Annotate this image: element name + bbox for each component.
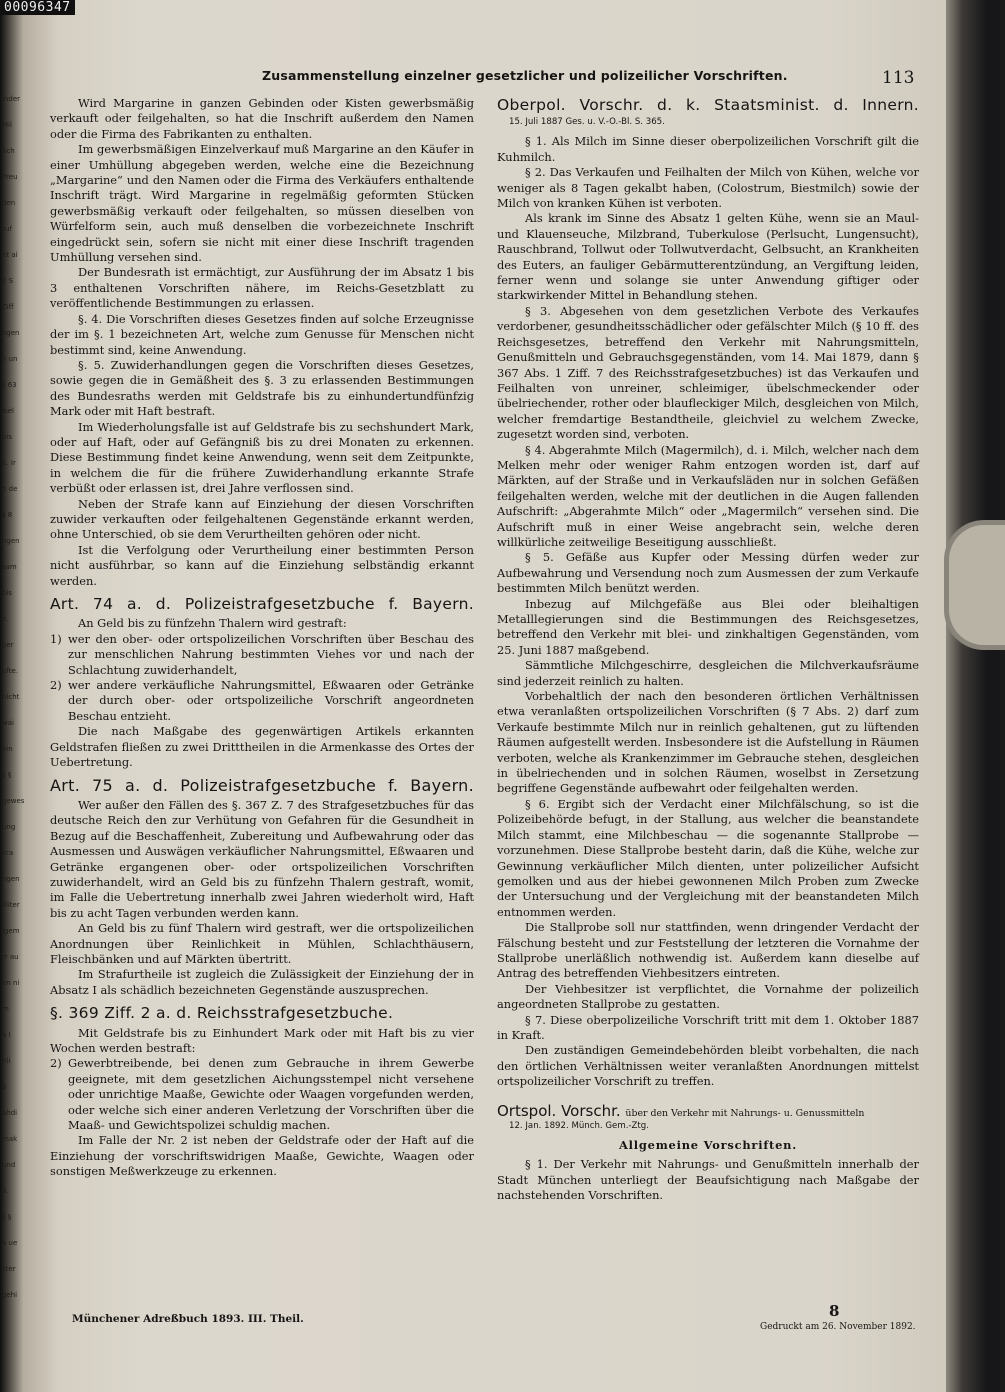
list-text: wer andere verkäufliche Nahrungsmittel, Eßwaaren oder Getränke der durch ober- oder ortspolizeiliche Vorschrift angeordneten Beschau entzieht.	[68, 678, 474, 723]
paragraph: Ist die Verfolgung oder Verurtheilung einer bestimmten Person nicht ausführbar, so kann auf die Einziehung selbständig erkannt werden.	[50, 542, 474, 588]
gutter-fragment: § §	[2, 1213, 12, 1221]
paragraph: Mit Geldstrafe bis zu Einhundert Mark oder mit Haft bis zu vier Wochen werden bestraft:	[50, 1025, 474, 1055]
paragraph: An Geld bis zu fünf Thalern wird gestraft, wer die ortspolizeilichen Anordnungen über Reinlichkeit in Mühlen, Schlachthäusern, Fleischbänken und auf Märkten übertritt.	[50, 921, 474, 966]
paragraph: Im Strafurtheile ist zugleich die Zulässigkeit der Einziehung der in Absatz I als schädlich bezeichneten Gegenstände auszusprechen.	[50, 967, 474, 997]
paragraph: Sämmtliche Milchgeschirre, desgleichen die Milchverkaufsräume sind jederzeit reinlich zu halten.	[497, 658, 919, 688]
section-heading-369: §. 369 Ziff. 2 a. d. Reichsstrafgesetzbuche.	[50, 1004, 394, 1023]
running-head: Zusammenstellung einzelner gesetzlicher und polizeilicher Vorschriften.	[262, 68, 788, 83]
list-number: 2)	[50, 678, 62, 693]
gutter-fragment: 1. Ir	[2, 459, 16, 467]
gutter-fragment: 5.	[2, 1187, 9, 1195]
gutter-fragment: 2 S	[2, 277, 14, 285]
paragraph: Der Viehbesitzer ist verpflichtet, die Vornahme der polizeilich angeordneten Stallprobe zu gestatten.	[497, 981, 919, 1012]
gutter-fragment: § §	[2, 771, 12, 779]
paragraph: § 1. Der Verkehr mit Nahrungs- und Genußmitteln innerhalb der Stadt München unterliegt der Beaufsichtigung nach Maßgabe der nachstehenden Vorschriften.	[497, 1157, 919, 1203]
paragraph: § 6. Ergibt sich der Verdacht einer Milchfälschung, so ist die Polizeibehörde befugt, in der Stallung, aus welcher die beanstandete Milch stammt, eine Milchbeschau — die sogenannte Stallprobe — vorzunehmen. Diese Stallprobe besteht darin, daß die Kühe, welche zur Gewinnung verkäuflicher Milch dienten, unter polizeilicher Aufsicht gemolken und aus der hiebei gewonnenen Milch Proben zum Zwecke der Untersuchung und der Vergleichung mit der beanstandeten Milch entnommen werden.	[497, 796, 919, 919]
paragraph: Im Wiederholungsfalle ist auf Geldstrafe bis zu sechshundert Mark, oder auf Haft, oder auf Gefängniß bis zu drei Monaten zu erkennen. Diese Bestimmung findet keine Anwendung, wenn seit dem Zeitpunkte, in welchem die für die frühere Zuwiderhandlung erkannte Strafe verbüßt oder erlassen ist, drei Jahre verflossen sind.	[50, 419, 474, 496]
gutter-fragment: wai	[2, 719, 14, 727]
paragraph: Wer außer den Fällen des §. 367 Z. 7 des Strafgesetzbuches für das deutsche Reich den zur Verhütung von Gefahren für die Gesundheit in Bezug auf die Beschaffenheit, Zubereitung und Aufbewahrung oder das Ausmessen und Auswägen verkäuflicher Nahrungsmittel, Eßwaaren und Getränke ergangenen ober- oder ortspolizeilichen Vorschriften zuwiderhandelt, wird an Geld bis zu fünfzehn Thalern gestraft, womit, im Falle die Uebertretung innerhalb zwei Jahren wiederholt wird, Haft bis zu acht Tagen verbunden werden kann.	[50, 797, 474, 920]
gutter-fragment: m	[2, 1005, 9, 1013]
gutter-fragment: ung	[2, 823, 16, 831]
gutter-fragment: illiter	[2, 901, 20, 909]
gutter-fragment: hli	[2, 1057, 11, 1065]
subheading: Allgemeine Vorschriften.	[618, 1138, 798, 1152]
gutter-fragment: und	[2, 1161, 16, 1169]
archive-stamp: 00096347	[0, 0, 75, 15]
gutter-fragment: a I	[2, 1031, 11, 1039]
section-heading-ortspol	[497, 1101, 919, 1121]
heading-subtitle: über den Verkehr mit Nahrungs- u. Genussmitteln	[625, 1107, 865, 1119]
paragraph: Der Bundesrath ist ermächtigt, zur Ausführung der im Absatz 1 bis 3 enthaltenen Vorschriften nähere, im Reichs-Gesetzblatt zu veröffentlichende Bestimmungen zu erlassen.	[50, 265, 474, 311]
footer-right: Gedruckt am 26. November 1892.	[760, 1322, 916, 1332]
gutter-fragment: inder	[2, 95, 21, 103]
gutter-fragment: ein	[2, 745, 13, 753]
gutter-fragment: ster	[2, 1265, 16, 1273]
paragraph: Als krank im Sinne des Absatz 1 gelten Kühe, wenn sie an Maul- und Klauenseuche, Milzbrand, Tuberkulose (Perlsucht, Lungensucht), Rauschbrand, Tollwut oder Tollwutverdacht, Gelbsucht, an Krankheiten des Euters, an fauliger Gebärmutterentzündung, an Vergiftung leiden, ferner wenn und solange sie unter Anwendung giftiger oder starkwirkender Mittel in Behandlung stehen.	[497, 211, 919, 303]
paragraph: § 5. Gefäße aus Kupfer oder Messing dürfen weder zur Aufbewahrung und Versendung noch zum Ausmessen der zum Verkaufe bestimmten Milch benützt werden.	[497, 550, 919, 596]
paragraph: Die nach Maßgabe des gegenwärtigen Artikels erkannten Geldstrafen fließen zu zwei Dritttheilen in die Armenkasse des Ortes der Uebertretung.	[50, 724, 474, 770]
gutter-fragment: bis	[2, 433, 13, 441]
list-item	[50, 678, 474, 724]
gutter-fragment: n de	[2, 485, 18, 493]
gutter-fragment: den	[2, 199, 16, 207]
list-number: 2)	[50, 1056, 62, 1071]
gutter-fragment: p	[2, 1083, 7, 1091]
page-clip	[944, 520, 1005, 650]
list-item	[50, 1056, 474, 1133]
paragraph: § 4. Abgerahmte Milch (Magermilch), d. i. Milch, welcher nach dem Melken mehr oder weniger Rahm entzogen worden ist, darf auf Märkten, auf der Straße und in Verkaufsläden nur in solchen Gefäßen feilgehalten werden, welche mit der deutlichen in die Augen fallenden Aufschrift: „Abgerahmte Milch“ oder „Magermilch“ versehen sind. Die Aufschrift muß in einer Weise angebracht sein, welche deren willkürliche zeitweilige Beseitigung ausschließt.	[497, 442, 919, 549]
gutter-fragment: a ue	[2, 1239, 18, 1247]
gutter-fragment: Mil	[2, 121, 12, 129]
gutter-fragment: ahdi	[2, 1109, 18, 1117]
list-item	[50, 632, 474, 678]
paragraph: Inbezug auf Milchgefäße aus Blei oder bleihaltigen Metalllegierungen sind die Bestimmungen des Reichsgesetzes, betreffend den Verkehr mit blei- und zinkhaltigen Gegenständen, vom 25. Juni 1887 maßgebend.	[497, 596, 919, 657]
gutter-fragment: gehi	[2, 1291, 18, 1299]
paragraph: § 3. Abgesehen von dem gesetzlichen Verbote des Verkaufes verdorbener, gesundheitsschädlicher oder gefälschter Milch (§ 10 ff. des Reichsgesetzes, betreffend den Verkehr mit Nahrungsmitteln, Genußmitteln und Gebrauchsgegenständen, vom 14. Mai 1879, dann § 367 Abs. 1 Ziff. 7 des Reichsstrafgesetzbuches) ist das Verkaufen und Feilhalten von unreiner, schleimiger, übelschmeckender oder übelriechender, rother oder blaufleckiger Milch, desgleichen von Milch, welcher fremdartige Bestandtheile, gleichviel zu welchem Zwecke, zugesetzt worden sind, verboten.	[497, 303, 919, 442]
gutter-fragment: igem	[2, 927, 20, 935]
gutter-fragment: sam	[2, 563, 17, 571]
paragraph: Die Stallprobe soll nur stattfinden, wenn dringender Verdacht der Fälschung besteht und zur Feststellung der letzteren die Vornahme der Stallprobe unerläßlich nothwendig ist. Außerdem kann dieselbe auf Antrag des betreffenden Viehbesitzers eintreten.	[497, 920, 919, 981]
gutter-fragment: Preu	[2, 173, 18, 181]
paragraph: §. 5. Zuwiderhandlungen gegen die Vorschriften dieses Gesetzes, sowie gegen die in Gemäßheit des §. 3 zu erlassenden Bestimmungen des Bundesraths werden mit Geldstrafe bis zu einhundertundfünfzig Mark oder mit Haft bestraft.	[50, 357, 474, 419]
list-text: Gewerbtreibende, bei denen zum Gebrauche in ihrem Gewerbe geeignete, mit dem gesetzlichen Aichungsstempel nicht versehene oder unrichtige Maaße, Gewichte oder Waagen vorgefunden werden, oder welche sich einer anderen Verletzung der Vorschriften über die Maaß- und Gewichtspolizei schuldig machen.	[68, 1056, 474, 1132]
right-column	[497, 96, 919, 1346]
gutter-fragment: en ni	[2, 979, 20, 987]
gutter-fragment: kra	[2, 849, 14, 857]
signature-mark: 8	[829, 1302, 840, 1320]
gutter-fragment: bis	[2, 589, 13, 597]
gutter-fragment: mak	[2, 1135, 18, 1143]
gutter-fragment: ber	[2, 641, 14, 649]
section-heading-oberpol: Oberpol. Vorschr. d. k. Staatsminist. d. Innern.	[497, 96, 919, 114]
gutter-fragment: ufte.	[2, 667, 19, 675]
paragraph: § 2. Das Verkaufen und Feilhalten der Milch von Kühen, welche vor weniger als 8 Tagen gekalbt haben, (Colostrum, Biestmilch) sowie der Milch von kranken Kühen ist verboten.	[497, 165, 919, 211]
paragraph: § 1. Als Milch im Sinne dieser oberpolizeilichen Vorschrift gilt die Kuhmilch.	[497, 134, 919, 164]
source-citation: 15. Juli 1887 Ges. u. V.-O.-Bl. S. 365.	[509, 117, 665, 128]
paragraph: Neben der Strafe kann auf Einziehung der diesen Vorschriften zuwider verkauften oder feilgehaltenen Gegenstände erkannt werden, ohne Unterschied, ob sie dem Verurtheilten gehören oder nicht.	[50, 496, 474, 542]
source-citation: 12. Jan. 1892. Münch. Gem.-Ztg.	[509, 1121, 649, 1131]
list-number: 1)	[50, 631, 62, 646]
paragraph: Vorbehaltlich der nach den besonderen örtlichen Verhältnissen etwa veranlaßten ortspolizeilichen Vorschriften (§ 7 Abs. 2) darf zum Verkaufe bestimmte Milch nur in reinlich gehaltenen, gut zu lüftenden Räumen aufgestellt werden. Insbesondere ist die Aufstellung in Räumen verboten, welche als Krankenzimmer im Gebrauche stehen, desgleichen in übelriechenden und in solchen Räumen, woselbst in Zersetzung begriffene Gegenstände aufbewahrt oder feilgehalten werden.	[497, 689, 919, 796]
gutter-fragment: rr au	[2, 953, 19, 961]
list-text: wer den ober- oder ortspolizeilichen Vorschriften über Beschau des zur menschlichen Nahrung bestimmten Viehes vor und nach der Schlachtung zuwiderhandelt,	[68, 631, 474, 677]
adjacent-page-strip	[0, 0, 24, 1392]
gutter-fragment: n un	[2, 355, 18, 363]
paragraph: §. 4. Die Vorschriften dieses Gesetzes finden auf solche Erzeugnisse der im §. 1 bezeichneten Art, welche zum Genusse für Menschen nicht bestimmt sind, keine Anwendung.	[50, 311, 474, 357]
paragraph: Den zuständigen Gemeindebehörden bleibt vorbehalten, die nach den örtlichen Verhältnissen weiter veranlaßten Anordnungen mittelst ortspolizeilicher Vorschrift zu treffen.	[497, 1043, 919, 1089]
gutter-fragment: ngen	[2, 875, 20, 883]
gutter-fragment: ikel	[2, 407, 15, 415]
paragraph: Im gewerbsmäßigen Einzelverkauf muß Margarine an den Käufer in einer Umhüllung abgegeben werden, welche eine die Bezeichnung „Margarine“ und den Namen oder die Firma des Verkäufers enthaltende Inschrift trägt. Wird Margarine in regelmäßig geformten Stücken gewerbsmäßig verkauft oder feilgehalten, so müssen dieselben von Würfelform sein, auch muß denselben die vorbezeichnete Inschrift eingedrückt sein, sofern sie nicht mit einer diese Inschrift tragenden Umhüllung versehen sind.	[50, 142, 474, 265]
book-edge	[946, 0, 1000, 1392]
gutter-fragment: § 63	[2, 381, 17, 389]
gutter-fragment: ruf	[2, 225, 12, 233]
gutter-fragment: Sch	[2, 147, 15, 155]
section-heading-art75: Art. 75 a. d. Polizeistrafgesetzbuche f. Bayern.	[50, 776, 474, 796]
section-heading-art74: Art. 74 a. d. Polizeistrafgesetzbuche f. Bayern.	[50, 595, 474, 613]
left-column	[50, 96, 474, 1336]
gutter-fragment: ogen	[2, 329, 20, 337]
heading-main: Ortspol. Vorschr.	[497, 1101, 621, 1120]
gutter-fragment: ngen	[2, 537, 20, 545]
gutter-fragment: nicht	[2, 693, 20, 701]
gutter-fragment: § 8	[2, 511, 13, 519]
page-number: 113	[882, 68, 915, 88]
gutter-fragment: n.	[2, 615, 9, 623]
gutter-fragment: ht ai	[2, 251, 18, 259]
footer-left: Münchener Adreßbuch 1893. III. Theil.	[72, 1313, 304, 1325]
paragraph: Im Falle der Nr. 2 ist neben der Geldstrafe oder der Haft auf die Einziehung der vorschriftswidrigen Maaße, Gewichte, Waagen oder sonstigen Meßwerkzeuge zu erkennen.	[50, 1133, 474, 1179]
paragraph: An Geld bis zu fünfzehn Thalern wird gestraft:	[78, 616, 347, 631]
gutter-fragment: Ziff	[2, 303, 14, 311]
paragraph: Wird Margarine in ganzen Gebinden oder Kisten gewerbsmäßig verkauft oder feilgehalten, so hat die Inschrift außerdem den Namen oder die Firma des Fabrikanten zu enthalten.	[50, 96, 474, 141]
paragraph: § 7. Diese oberpolizeiliche Vorschrift tritt mit dem 1. Oktober 1887 in Kraft.	[497, 1012, 919, 1042]
gutter-fragment: gewes	[2, 797, 25, 805]
